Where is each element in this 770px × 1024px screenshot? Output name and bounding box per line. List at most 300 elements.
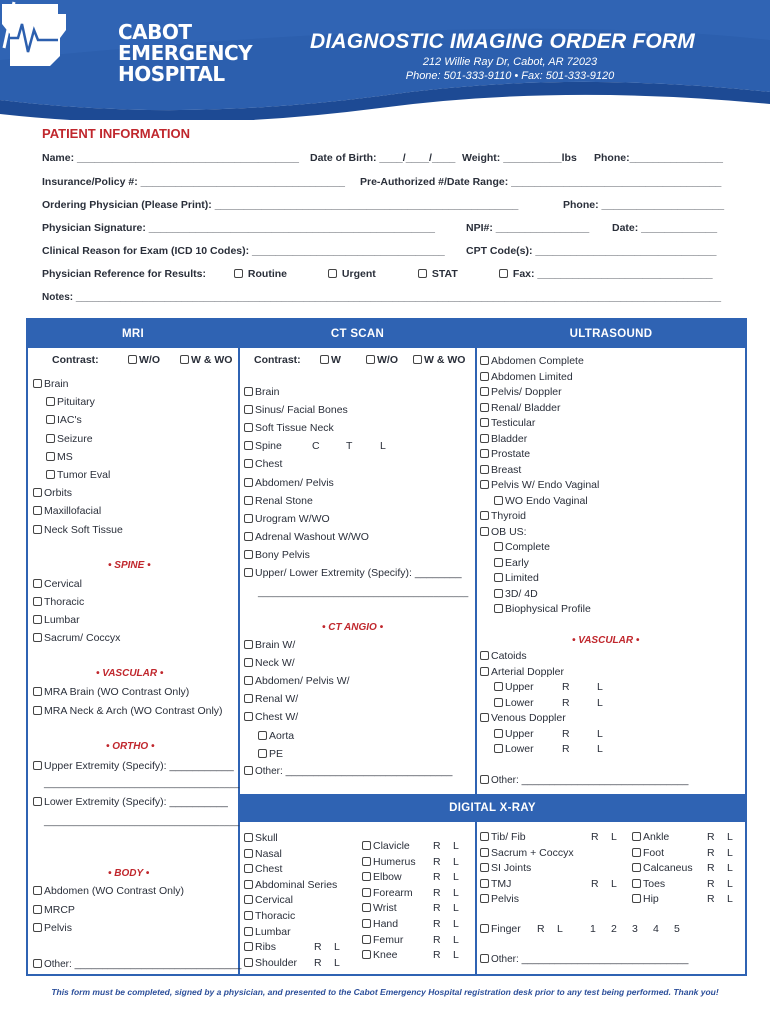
xray-right-label: R [707, 862, 715, 875]
checkbox-icon[interactable] [480, 651, 489, 660]
xray-finger[interactable] [480, 923, 521, 935]
mri-lower-extremity[interactable] [33, 796, 228, 808]
xray-item[interactable] [244, 910, 295, 922]
xray-left-label: L [453, 949, 459, 962]
xray-item-label: Skull [255, 832, 278, 844]
checkbox-icon[interactable] [480, 480, 489, 489]
mri-other[interactable] [33, 959, 241, 970]
hospital-name-line1: CABOT [118, 20, 192, 44]
checkbox-icon[interactable] [480, 356, 489, 365]
xray-item-label: TMJ [491, 877, 512, 890]
physician-signature-field[interactable]: Physician Signature: _________________________________________________ [42, 222, 435, 234]
mri-lower-extremity-line[interactable]: _______________________________________ [44, 816, 240, 826]
checkbox-icon[interactable] [244, 478, 253, 487]
xray-item-label: Cervical [255, 894, 293, 907]
mri-item[interactable] [46, 451, 73, 463]
checkbox-icon[interactable] [494, 573, 503, 582]
checkbox-icon[interactable] [494, 604, 503, 613]
us-item[interactable] [480, 433, 527, 445]
us-left-label: L [597, 743, 603, 755]
us-item-label: Testicular [491, 417, 536, 429]
us-item[interactable] [480, 479, 599, 491]
xray-item-label: Tib/ Fib [491, 831, 526, 843]
physician-phone-field[interactable]: Phone: _____________________ [563, 199, 725, 211]
ct-item[interactable] [244, 386, 280, 398]
xray-right-label: R [314, 957, 322, 969]
checkbox-icon[interactable] [244, 658, 253, 667]
urgent-label: Urgent [341, 268, 376, 280]
xray-left-label: L [727, 877, 733, 890]
mri-lower-extremity-label: Lower Extremity (Specify): __________ [44, 796, 228, 808]
ct-heading: CT SCAN [240, 320, 475, 348]
routine-checkbox[interactable] [234, 268, 287, 280]
checkbox-icon[interactable] [33, 761, 42, 770]
checkbox-icon[interactable] [632, 894, 641, 903]
checkbox-icon[interactable] [244, 514, 253, 523]
xray-left-label: L [453, 855, 459, 868]
us-item[interactable] [480, 448, 530, 460]
mri-body-item[interactable] [33, 904, 75, 916]
checkbox-icon[interactable] [33, 379, 42, 388]
us-ob-item-label: Limited [505, 572, 539, 584]
checkbox-icon[interactable] [33, 525, 42, 534]
us-right-label: R [562, 728, 570, 740]
us-item[interactable] [480, 510, 526, 522]
checkbox-icon[interactable] [362, 872, 371, 881]
mri-item[interactable] [33, 524, 123, 536]
xray-item[interactable] [362, 902, 397, 914]
us-item[interactable] [480, 355, 584, 367]
ct-item[interactable] [244, 567, 462, 579]
mri-contrast-label: Contrast: [52, 354, 99, 366]
us-left-label: L [597, 728, 603, 740]
checkbox-icon[interactable] [244, 568, 253, 577]
checkbox-icon[interactable] [632, 848, 641, 857]
checkbox-icon[interactable] [244, 496, 253, 505]
checkbox-icon[interactable] [244, 864, 253, 873]
xray-item-label: SI Joints [491, 862, 532, 875]
xray-right-label: R [433, 871, 441, 884]
us-ob-item[interactable] [494, 572, 539, 584]
checkbox-icon[interactable] [480, 832, 489, 841]
checkbox-icon[interactable] [480, 879, 489, 888]
checkbox-icon[interactable] [33, 886, 42, 895]
mri-item[interactable] [33, 487, 72, 499]
checkbox-icon[interactable] [244, 911, 253, 920]
checkbox-icon[interactable] [362, 841, 371, 850]
checkbox-icon[interactable] [33, 959, 42, 968]
checkbox-icon[interactable] [632, 879, 641, 888]
ct-angio-item-label: Abdomen/ Pelvis W/ [255, 675, 350, 687]
checkbox-icon[interactable] [244, 550, 253, 559]
ct-contrast-wwo-label: W & WO [424, 354, 466, 366]
checkbox-icon[interactable] [480, 372, 489, 381]
checkbox-icon[interactable] [494, 729, 503, 738]
checkbox-icon[interactable] [480, 434, 489, 443]
divider-slash [0, 0, 18, 50]
ordering-physician-field[interactable]: Ordering Physician (Please Print): ____________________________________________________ [42, 199, 519, 211]
checkbox-icon[interactable] [362, 950, 371, 959]
checkbox-icon[interactable] [244, 387, 253, 396]
us-other[interactable] [480, 775, 688, 786]
xray-finger-digit: 3 [632, 923, 638, 935]
checkbox-icon[interactable] [46, 415, 55, 424]
checkbox-icon[interactable] [480, 713, 489, 722]
checkbox-icon[interactable] [494, 682, 503, 691]
checkbox-icon[interactable] [33, 579, 42, 588]
ct-contrast-w[interactable] [320, 354, 341, 366]
us-venous-lower-label: Lower [505, 743, 534, 755]
mri-contrast-wwo[interactable] [180, 354, 232, 366]
ct-angio-item[interactable] [244, 675, 350, 687]
mri-item[interactable] [46, 433, 93, 445]
checkbox-icon[interactable] [244, 441, 253, 450]
ct-extremity-line[interactable]: __________________________________________ [258, 587, 469, 597]
xray-item[interactable] [480, 847, 574, 859]
ct-item[interactable] [244, 440, 282, 452]
checkbox-icon[interactable] [33, 506, 42, 515]
xray-item-label: Ankle [643, 831, 670, 843]
ct-other[interactable] [244, 766, 452, 777]
checkbox-icon[interactable] [244, 880, 253, 889]
ct-angio-sub-item[interactable] [258, 730, 294, 742]
xray-item[interactable] [362, 934, 403, 946]
xray-right-label: R [314, 941, 322, 953]
mri-body-item-label: MRCP [44, 903, 75, 916]
checkbox-icon[interactable] [33, 923, 42, 932]
mri-item[interactable] [46, 414, 82, 426]
urgent-checkbox[interactable] [328, 268, 376, 280]
checkbox-icon[interactable] [480, 924, 489, 933]
fax-checkbox[interactable] [499, 268, 713, 280]
checkbox-icon[interactable] [33, 488, 42, 497]
ct-angio-item-label: Neck W/ [255, 657, 295, 669]
npi-field[interactable]: NPI#: ________________ [466, 222, 590, 234]
checkbox-icon[interactable] [480, 449, 489, 458]
us-ob-item[interactable] [494, 603, 591, 615]
xray-item[interactable] [244, 863, 282, 875]
checkbox-icon[interactable] [244, 676, 253, 685]
ct-angio-sub-item-label: PE [269, 748, 284, 760]
us-item-label: Pelvis/ Doppler [491, 386, 562, 398]
us-venous-lower[interactable] [494, 743, 534, 755]
xray-item[interactable] [362, 887, 413, 899]
checkbox-icon[interactable] [244, 712, 253, 721]
xray-right-label: R [707, 893, 715, 906]
us-endo-only[interactable] [494, 495, 588, 507]
mri-item-label: Neck Soft Tissue [44, 523, 123, 536]
date-field[interactable]: Date: _____________ [612, 222, 718, 234]
ct-other-label: Other: ______________________________ [255, 766, 453, 777]
xray-item-label: Pelvis [491, 893, 520, 906]
checkbox-icon[interactable] [244, 459, 253, 468]
checkbox-icon[interactable] [46, 470, 55, 479]
xray-item[interactable] [632, 847, 664, 859]
xray-right-label: R [707, 877, 715, 890]
checkbox-icon[interactable] [244, 405, 253, 414]
checkbox-icon[interactable] [494, 496, 503, 505]
ct-item[interactable] [244, 458, 282, 470]
xray-item[interactable] [362, 918, 398, 930]
xray-item[interactable] [632, 831, 669, 843]
ct-item[interactable] [244, 513, 330, 525]
checkbox-icon[interactable] [413, 355, 422, 364]
ct-angio-item-label: Brain W/ [255, 639, 296, 651]
us-item-label: OB US: [491, 525, 527, 538]
checkbox-icon[interactable] [362, 888, 371, 897]
us-arterial-lower[interactable] [494, 697, 534, 709]
checkbox-icon[interactable] [480, 863, 489, 872]
xray-item[interactable] [362, 856, 416, 868]
mri-spine-item[interactable] [33, 596, 84, 608]
mri-item[interactable] [46, 396, 95, 408]
us-ob-item[interactable] [494, 588, 538, 600]
checkbox-icon[interactable] [244, 958, 253, 967]
mri-spine-item[interactable] [33, 578, 82, 590]
xray-item-label: Clavicle [373, 840, 410, 852]
xray-item[interactable] [244, 894, 293, 906]
checkbox-icon[interactable] [244, 942, 253, 951]
xray-item[interactable] [632, 878, 665, 890]
checkbox-icon[interactable] [33, 687, 42, 696]
column-divider [238, 320, 240, 974]
us-other-label: Other: ______________________________ [491, 775, 689, 786]
checkbox-icon[interactable] [258, 749, 267, 758]
checkbox-icon[interactable] [480, 894, 489, 903]
ct-angio-item[interactable] [244, 693, 298, 705]
checkbox-icon[interactable] [362, 903, 371, 912]
name-field[interactable]: Name: ______________________________________ [42, 152, 299, 164]
us-ob-item[interactable] [494, 541, 550, 553]
checkbox-icon[interactable] [244, 895, 253, 904]
checkbox-icon[interactable] [480, 848, 489, 857]
mri-item-label: MS [57, 450, 73, 463]
stat-label: STAT [431, 268, 458, 280]
checkbox-icon[interactable] [480, 775, 489, 784]
checkbox-icon[interactable] [244, 849, 253, 858]
ct-contrast-wo-label: W/O [377, 354, 398, 366]
us-ob-item-label: Complete [505, 541, 550, 553]
checkbox-icon[interactable] [244, 833, 253, 842]
checkbox-icon[interactable] [234, 269, 243, 278]
checkbox-icon[interactable] [244, 766, 253, 775]
ct-angio-item[interactable] [244, 639, 295, 651]
mri-body-item-label: Pelvis [44, 922, 73, 934]
checkbox-icon[interactable] [480, 954, 489, 963]
us-venous-upper[interactable] [494, 728, 534, 740]
checkbox-icon[interactable] [46, 397, 55, 406]
checkbox-icon[interactable] [494, 542, 503, 551]
us-right-label: R [562, 743, 570, 755]
ct-contrast-wo[interactable] [366, 354, 398, 366]
mri-vascular-item[interactable] [33, 686, 189, 698]
ct-angio-item[interactable] [244, 657, 295, 669]
mri-spine-item-label: Sacrum/ Coccyx [44, 632, 121, 644]
us-venous-upper-label: Upper [505, 728, 534, 740]
mri-upper-extremity[interactable] [33, 760, 234, 772]
xray-item[interactable] [632, 893, 659, 905]
stat-checkbox[interactable] [418, 268, 458, 280]
checkbox-icon[interactable] [33, 633, 42, 642]
notes-field[interactable]: Notes: ____________________________________________________________________________________________________________________ [42, 292, 722, 303]
us-item[interactable] [480, 417, 535, 429]
checkbox-icon[interactable] [632, 863, 641, 872]
checkbox-icon[interactable] [362, 919, 371, 928]
checkbox-icon[interactable] [366, 355, 375, 364]
mri-spine-title: • SPINE • [108, 560, 151, 571]
checkbox-icon[interactable] [362, 857, 371, 866]
checkbox-icon[interactable] [258, 731, 267, 740]
xray-left-label: L [453, 840, 459, 852]
xray-left-label: L [334, 941, 340, 953]
xray-item[interactable] [244, 941, 276, 953]
checkbox-icon[interactable] [33, 797, 42, 806]
xray-item[interactable] [632, 862, 693, 874]
xray-item[interactable] [362, 871, 402, 883]
xray-other[interactable] [480, 954, 688, 965]
mri-other-label: Other: ______________________________ [44, 959, 242, 970]
checkbox-icon[interactable] [46, 452, 55, 461]
mri-body-item[interactable] [33, 885, 184, 897]
mri-item[interactable] [33, 505, 101, 517]
weight-field[interactable]: Weight: __________lbs [462, 152, 577, 164]
footer-note: This form must be completed, signed by a physician, and presented to the Cabot Emergency Hospital registration desk prior to any test being performed. Thank you! [51, 987, 719, 997]
checkbox-icon[interactable] [244, 694, 253, 703]
xray-item[interactable] [362, 949, 398, 961]
mri-contrast-wo[interactable] [128, 354, 160, 366]
checkbox-icon[interactable] [244, 532, 253, 541]
xray-item[interactable] [244, 832, 278, 844]
xray-item[interactable] [480, 893, 519, 905]
xray-item-label: Knee [373, 949, 398, 962]
us-item[interactable] [480, 386, 562, 398]
xray-item-label: Abdominal Series [255, 878, 338, 891]
us-venous-doppler[interactable] [480, 712, 566, 724]
ct-item-label: Spine [255, 440, 282, 453]
checkbox-icon[interactable] [33, 706, 42, 715]
ct-angio-item[interactable] [244, 711, 298, 723]
us-ob-item[interactable] [494, 557, 529, 569]
mri-item[interactable] [33, 378, 69, 390]
us-catoids[interactable] [480, 650, 527, 662]
checkbox-icon[interactable] [244, 640, 253, 649]
xray-item-label: Nasal [255, 847, 282, 860]
checkbox-icon[interactable] [632, 832, 641, 841]
us-item-label: Thyroid [491, 510, 527, 522]
xray-item-label: Shoulder [255, 956, 298, 969]
ct-contrast-wwo[interactable] [413, 354, 465, 366]
preauth-field[interactable]: Pre-Authorized #/Date Range: ____________________________________ [360, 176, 722, 188]
xray-item[interactable] [480, 831, 526, 843]
dob-field[interactable]: Date of Birth: ____/____/____ [310, 152, 456, 164]
xray-item[interactable] [362, 840, 410, 852]
us-vascular-title: • VASCULAR • [572, 635, 640, 646]
ct-item[interactable] [244, 404, 348, 416]
checkbox-icon[interactable] [480, 667, 489, 676]
checkbox-icon[interactable] [33, 615, 42, 624]
ct-item[interactable] [244, 549, 310, 561]
us-item[interactable] [480, 371, 573, 383]
checkbox-icon[interactable] [494, 698, 503, 707]
column-divider [475, 320, 477, 794]
us-arterial-upper[interactable] [494, 681, 534, 693]
checkbox-icon[interactable] [362, 935, 371, 944]
us-item[interactable] [480, 526, 527, 538]
mri-item-label: IAC's [57, 414, 82, 427]
xray-item[interactable] [480, 862, 531, 874]
checkbox-icon[interactable] [244, 927, 253, 936]
xray-left-label: L [453, 886, 459, 899]
checkbox-icon[interactable] [494, 744, 503, 753]
results-reference-label: Physician Reference for Results: [42, 268, 206, 280]
phone-field[interactable]: Phone:________________ [594, 152, 724, 164]
checkbox-icon[interactable] [418, 269, 427, 278]
checkbox-icon[interactable] [494, 558, 503, 567]
ct-item[interactable] [244, 422, 334, 434]
checkbox-icon[interactable] [480, 511, 489, 520]
insurance-field[interactable]: Insurance/Policy #: ___________________________________ [42, 176, 346, 188]
xray-right-label: R [707, 846, 715, 859]
checkbox-icon[interactable] [480, 387, 489, 396]
xray-item[interactable] [244, 926, 291, 938]
checkbox-icon[interactable] [494, 589, 503, 598]
checkbox-icon[interactable] [33, 905, 42, 914]
checkbox-icon[interactable] [33, 597, 42, 606]
xray-item[interactable] [244, 957, 297, 969]
us-left-label: L [597, 697, 603, 709]
us-item[interactable] [480, 402, 560, 414]
checkbox-icon[interactable] [180, 355, 189, 364]
xray-finger-digit: 2 [611, 923, 617, 935]
mri-spine-item[interactable] [33, 632, 120, 644]
xray-item[interactable] [244, 848, 282, 860]
mri-item-label: Tumor Eval [57, 469, 111, 481]
cpt-field[interactable]: CPT Code(s): _______________________________ [466, 245, 717, 257]
checkbox-icon[interactable] [128, 355, 137, 364]
xray-item[interactable] [480, 878, 511, 890]
xray-finger-digit: 4 [653, 923, 659, 935]
checkbox-icon[interactable] [328, 269, 337, 278]
checkbox-icon[interactable] [244, 423, 253, 432]
mri-vascular-item[interactable] [33, 705, 223, 717]
us-item[interactable] [480, 464, 521, 476]
ct-item[interactable] [244, 477, 334, 489]
xray-item[interactable] [244, 879, 337, 891]
us-right-label: R [562, 681, 570, 693]
mri-spine-item[interactable] [33, 614, 80, 626]
checkbox-icon[interactable] [480, 403, 489, 412]
checkbox-icon[interactable] [480, 418, 489, 427]
xray-left-label: L [611, 831, 617, 843]
checkbox-icon[interactable] [480, 527, 489, 536]
ct-item[interactable] [244, 531, 369, 543]
mri-body-item[interactable] [33, 922, 72, 934]
checkbox-icon[interactable] [320, 355, 329, 364]
ct-spine-l: L [380, 440, 386, 452]
us-left-label: L [597, 681, 603, 693]
mri-upper-extremity-line[interactable]: _______________________________________ [44, 778, 240, 788]
checkbox-icon[interactable] [46, 434, 55, 443]
us-arterial-doppler[interactable] [480, 666, 564, 678]
hospital-name-line3: HOSPITAL [118, 62, 225, 86]
checkbox-icon[interactable] [499, 269, 508, 278]
mri-item[interactable] [46, 469, 110, 481]
checkbox-icon[interactable] [480, 465, 489, 474]
clinical-reason-field[interactable]: Clinical Reason for Exam (ICD 10 Codes): _________________________________ [42, 245, 445, 257]
ct-angio-sub-item[interactable] [258, 748, 283, 760]
ct-item[interactable] [244, 495, 313, 507]
mri-item-label: Pituitary [57, 396, 95, 409]
